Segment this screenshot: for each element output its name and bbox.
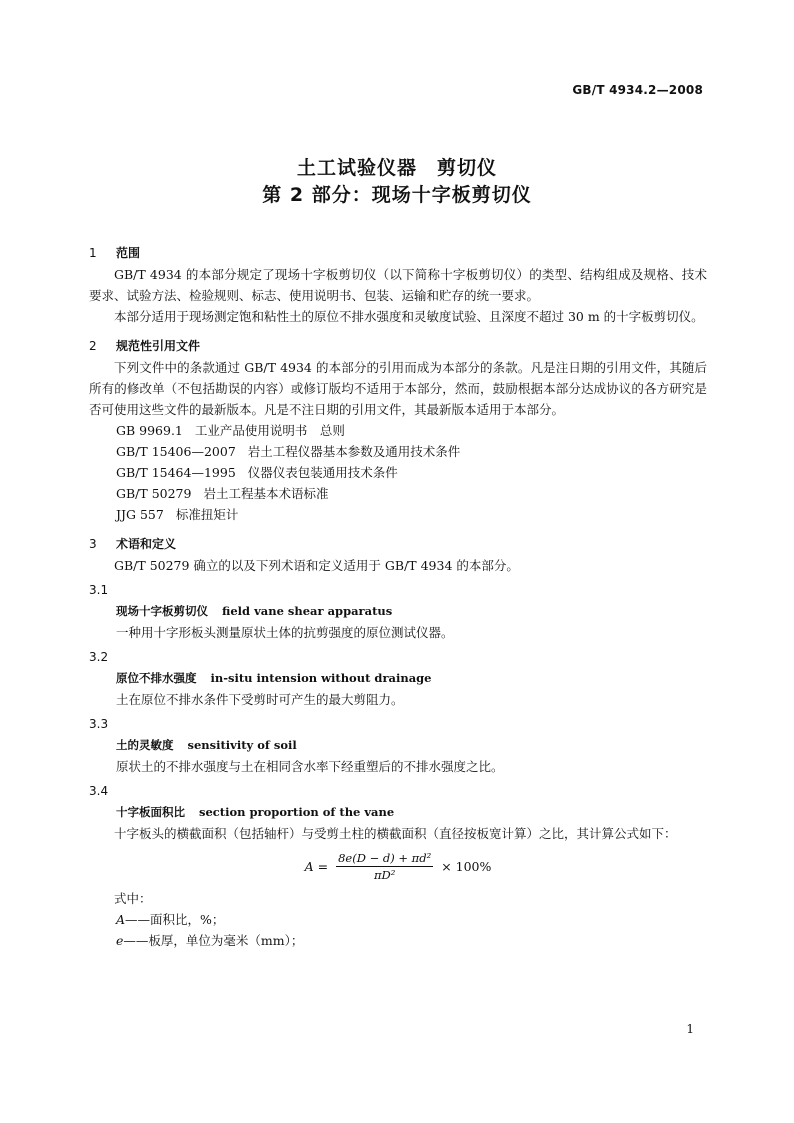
clause-number: 3.4 bbox=[89, 784, 109, 798]
section-heading-1 bbox=[89, 243, 707, 264]
formula-tail: × 100% bbox=[441, 859, 492, 874]
reference-item bbox=[89, 483, 707, 504]
reference-title: 标准扭矩计 bbox=[175, 507, 239, 522]
section-heading-3 bbox=[89, 534, 707, 555]
term-en: in-situ intension without drainage bbox=[210, 671, 432, 685]
where-description: ——面积比，%； bbox=[125, 912, 225, 927]
reference-item bbox=[89, 420, 707, 441]
term-zh: 现场十字板剪切仪 bbox=[116, 604, 208, 618]
reference-title: 岩土工程基本术语标准 bbox=[203, 486, 329, 501]
page-number: 1 bbox=[686, 1022, 694, 1036]
term-zh: 十字板面积比 bbox=[116, 805, 185, 819]
term-definition: 土在原位不排水条件下受剪时可产生的最大剪阻力。 bbox=[116, 692, 404, 707]
section-heading-2 bbox=[89, 336, 707, 357]
clause-number: 3.2 bbox=[89, 650, 109, 664]
document-body bbox=[89, 243, 707, 951]
term-definition: 十字板头的横截面积（包括轴杆）与受剪土柱的横截面积（直径按板宽计算）之比，其计算公式如下： bbox=[114, 826, 677, 841]
formula-denominator: πD² bbox=[373, 868, 396, 882]
term-entry bbox=[89, 735, 707, 756]
title-line-2: 第 2 部分：现场十字板剪切仪 bbox=[262, 184, 532, 206]
paragraph: 下列文件中的条款通过 GB/T 4934 的本部分的引用而成为本部分的条款。凡是注日期的引用文件，其随后所有的修改单（不包括勘误的内容）或修订版均不适用于本部分，然而，鼓励根据本部分达成协议的各方研究是否可使用这些文件的最新版本。凡是不注日期的引用文件，其最新版本适用于本部分。 bbox=[89, 360, 707, 417]
section-number: 1 bbox=[89, 246, 97, 260]
reference-item bbox=[89, 462, 707, 483]
paragraph: GB/T 4934 的本部分规定了现场十字板剪切仪（以下简称十字板剪切仪）的类型、结构组成及规格、技术要求、试验方法、检验规则、标志、使用说明书、包装、运输和贮存的统一要求。 bbox=[89, 267, 707, 303]
reference-title: 岩土工程仪器基本参数及通用技术条件 bbox=[247, 444, 461, 459]
where-symbol: A bbox=[116, 912, 126, 927]
section-title: 范围 bbox=[116, 246, 141, 260]
term-en: field vane shear apparatus bbox=[222, 604, 393, 618]
section-title: 术语和定义 bbox=[116, 537, 177, 551]
where-item bbox=[89, 930, 707, 951]
reference-code: JJG 557 bbox=[116, 507, 164, 522]
standard-code: GB/T 4934.2—2008 bbox=[572, 83, 703, 97]
reference-code: GB/T 50279 bbox=[116, 486, 192, 501]
where-description: ——板厚，单位为毫米（mm）； bbox=[123, 933, 304, 948]
term-en: section proportion of the vane bbox=[199, 805, 395, 819]
reference-title: 工业产品使用说明书 总则 bbox=[194, 423, 345, 438]
term-zh: 原位不排水强度 bbox=[116, 671, 197, 685]
reference-item bbox=[89, 504, 707, 525]
reference-title: 仪器仪表包装通用技术条件 bbox=[247, 465, 398, 480]
term-definition: 原状土的不排水强度与土在相同含水率下经重塑后的不排水强度之比。 bbox=[116, 759, 504, 774]
formula-numerator: 8e(D − d) + πd² bbox=[338, 851, 432, 865]
title-line-1: 土工试验仪器 剪切仪 bbox=[296, 157, 497, 179]
section-number: 2 bbox=[89, 339, 97, 353]
term-en: sensitivity of soil bbox=[187, 738, 297, 752]
section-title: 规范性引用文件 bbox=[116, 339, 201, 353]
formula-lhs: A bbox=[304, 859, 314, 874]
paragraph: GB/T 50279 确立的以及下列术语和定义适用于 GB/T 4934 的本部分。 bbox=[114, 558, 519, 573]
reference-code: GB 9969.1 bbox=[116, 423, 183, 438]
section-number: 3 bbox=[89, 537, 97, 551]
term-entry bbox=[89, 601, 707, 622]
term-entry bbox=[89, 802, 707, 823]
formula-fraction bbox=[336, 850, 433, 883]
term-zh: 土的灵敏度 bbox=[116, 738, 174, 752]
term-definition: 一种用十字形板头测量原状土体的抗剪强度的原位测试仪器。 bbox=[116, 625, 454, 640]
formula-equals: = bbox=[317, 859, 329, 874]
where-symbol: e bbox=[116, 933, 124, 948]
reference-code: GB/T 15406—2007 bbox=[116, 444, 236, 459]
term-entry bbox=[89, 668, 707, 689]
paragraph: 本部分适用于现场测定饱和粘性土的原位不排水强度和灵敏度试验、且深度不超过 30 m 的十字板剪切仪。 bbox=[114, 309, 704, 324]
clause-number: 3.1 bbox=[89, 583, 109, 597]
where-label: 式中： bbox=[114, 891, 152, 906]
reference-code: GB/T 15464—1995 bbox=[116, 465, 236, 480]
clause-number: 3.3 bbox=[89, 717, 109, 731]
area-ratio-formula bbox=[89, 850, 707, 884]
reference-item bbox=[89, 441, 707, 462]
where-item bbox=[89, 909, 707, 930]
